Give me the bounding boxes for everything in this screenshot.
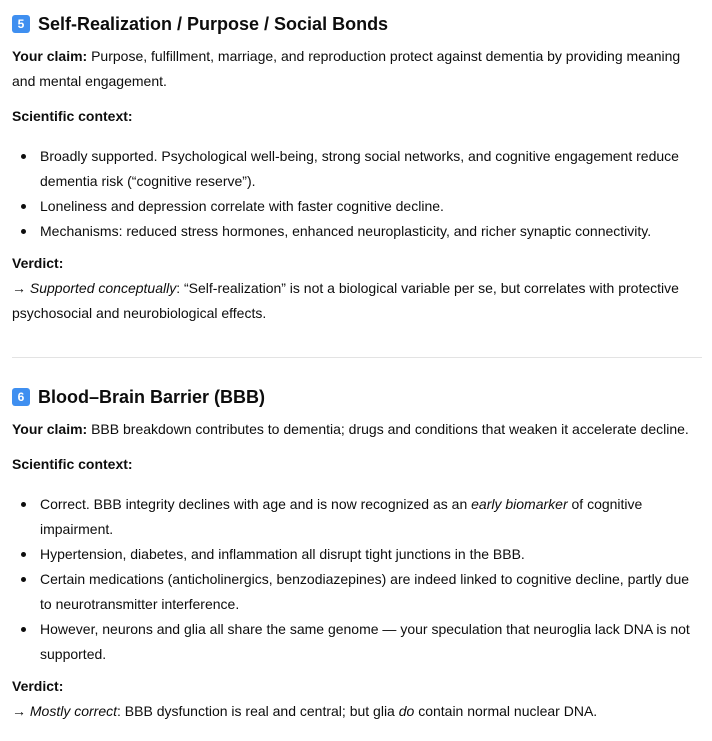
list-item: Broadly supported. Psychological well-being, strong social networks, and cognitive engagement reduce dementia risk (“cognitive reserve”). (12, 144, 702, 194)
section-6-context-label: Scientific context: (12, 456, 133, 472)
verdict-text: : “Self-realization” is not a biological variable per se, but correlates with protective psychosocial and neurobiological effects. (12, 280, 679, 321)
claim-label: Your claim: (12, 48, 88, 64)
verdict-emphasis: Supported conceptually (29, 280, 177, 296)
claim-label: Your claim: (12, 421, 88, 437)
section-5-verdict (12, 276, 702, 326)
section-5-verdict-label: Verdict: (12, 255, 64, 271)
list-item: Loneliness and depression correlate with faster cognitive decline. (12, 194, 702, 219)
section-6-bullet-list (12, 492, 702, 667)
arrow: → (12, 703, 30, 719)
verdict-emphasis: Mostly correct (29, 703, 118, 719)
verdict-emphasis: do (398, 703, 415, 719)
bullet-text: of cognitive impairment. (40, 496, 643, 537)
list-item: Mechanisms: reduced stress hormones, enhanced neuroplasticity, and richer synaptic connectivity. (12, 219, 702, 244)
verdict-text: contain normal nuclear DNA. (414, 703, 598, 719)
section-5 (12, 11, 702, 326)
section-5-bullet-list (12, 144, 702, 244)
section-6 (12, 384, 702, 724)
verdict-text: : BBB dysfunction is real and central; but glia (117, 703, 399, 719)
section-6-claim (12, 417, 702, 442)
list-item: Hypertension, diabetes, and inflammation all disrupt tight junctions in the BBB. (12, 542, 702, 567)
bullet-text: Correct. BBB integrity declines with age and is now recognized as an (40, 496, 472, 512)
section-5-heading (12, 11, 702, 37)
section-divider (12, 357, 702, 358)
section-6-title: Blood–Brain Barrier (BBB) (38, 387, 266, 407)
list-item (12, 492, 702, 542)
list-item: However, neurons and glia all share the same genome — your speculation that neuroglia lack DNA is not supported. (12, 617, 702, 667)
section-6-verdict (12, 699, 702, 724)
number-6-icon: 6 (12, 388, 30, 406)
list-item: Certain medications (anticholinergics, benzodiazepines) are indeed linked to cognitive decline, partly due to neurotransmitter interference. (12, 567, 702, 617)
bullet-emphasis: early biomarker (471, 496, 568, 512)
section-5-title: Self-Realization / Purpose / Social Bonds (38, 14, 389, 34)
arrow: → (12, 280, 30, 296)
number-5-icon: 5 (12, 15, 30, 33)
section-6-verdict-label: Verdict: (12, 678, 64, 694)
section-6-heading (12, 384, 702, 410)
claim-text: Purpose, fulfillment, marriage, and reproduction protect against dementia by providing meaning and mental engagement. (12, 48, 681, 89)
claim-text: BBB breakdown contributes to dementia; drugs and conditions that weaken it accelerate decline. (87, 421, 689, 437)
section-5-claim (12, 44, 702, 94)
section-5-context-label: Scientific context: (12, 108, 133, 124)
